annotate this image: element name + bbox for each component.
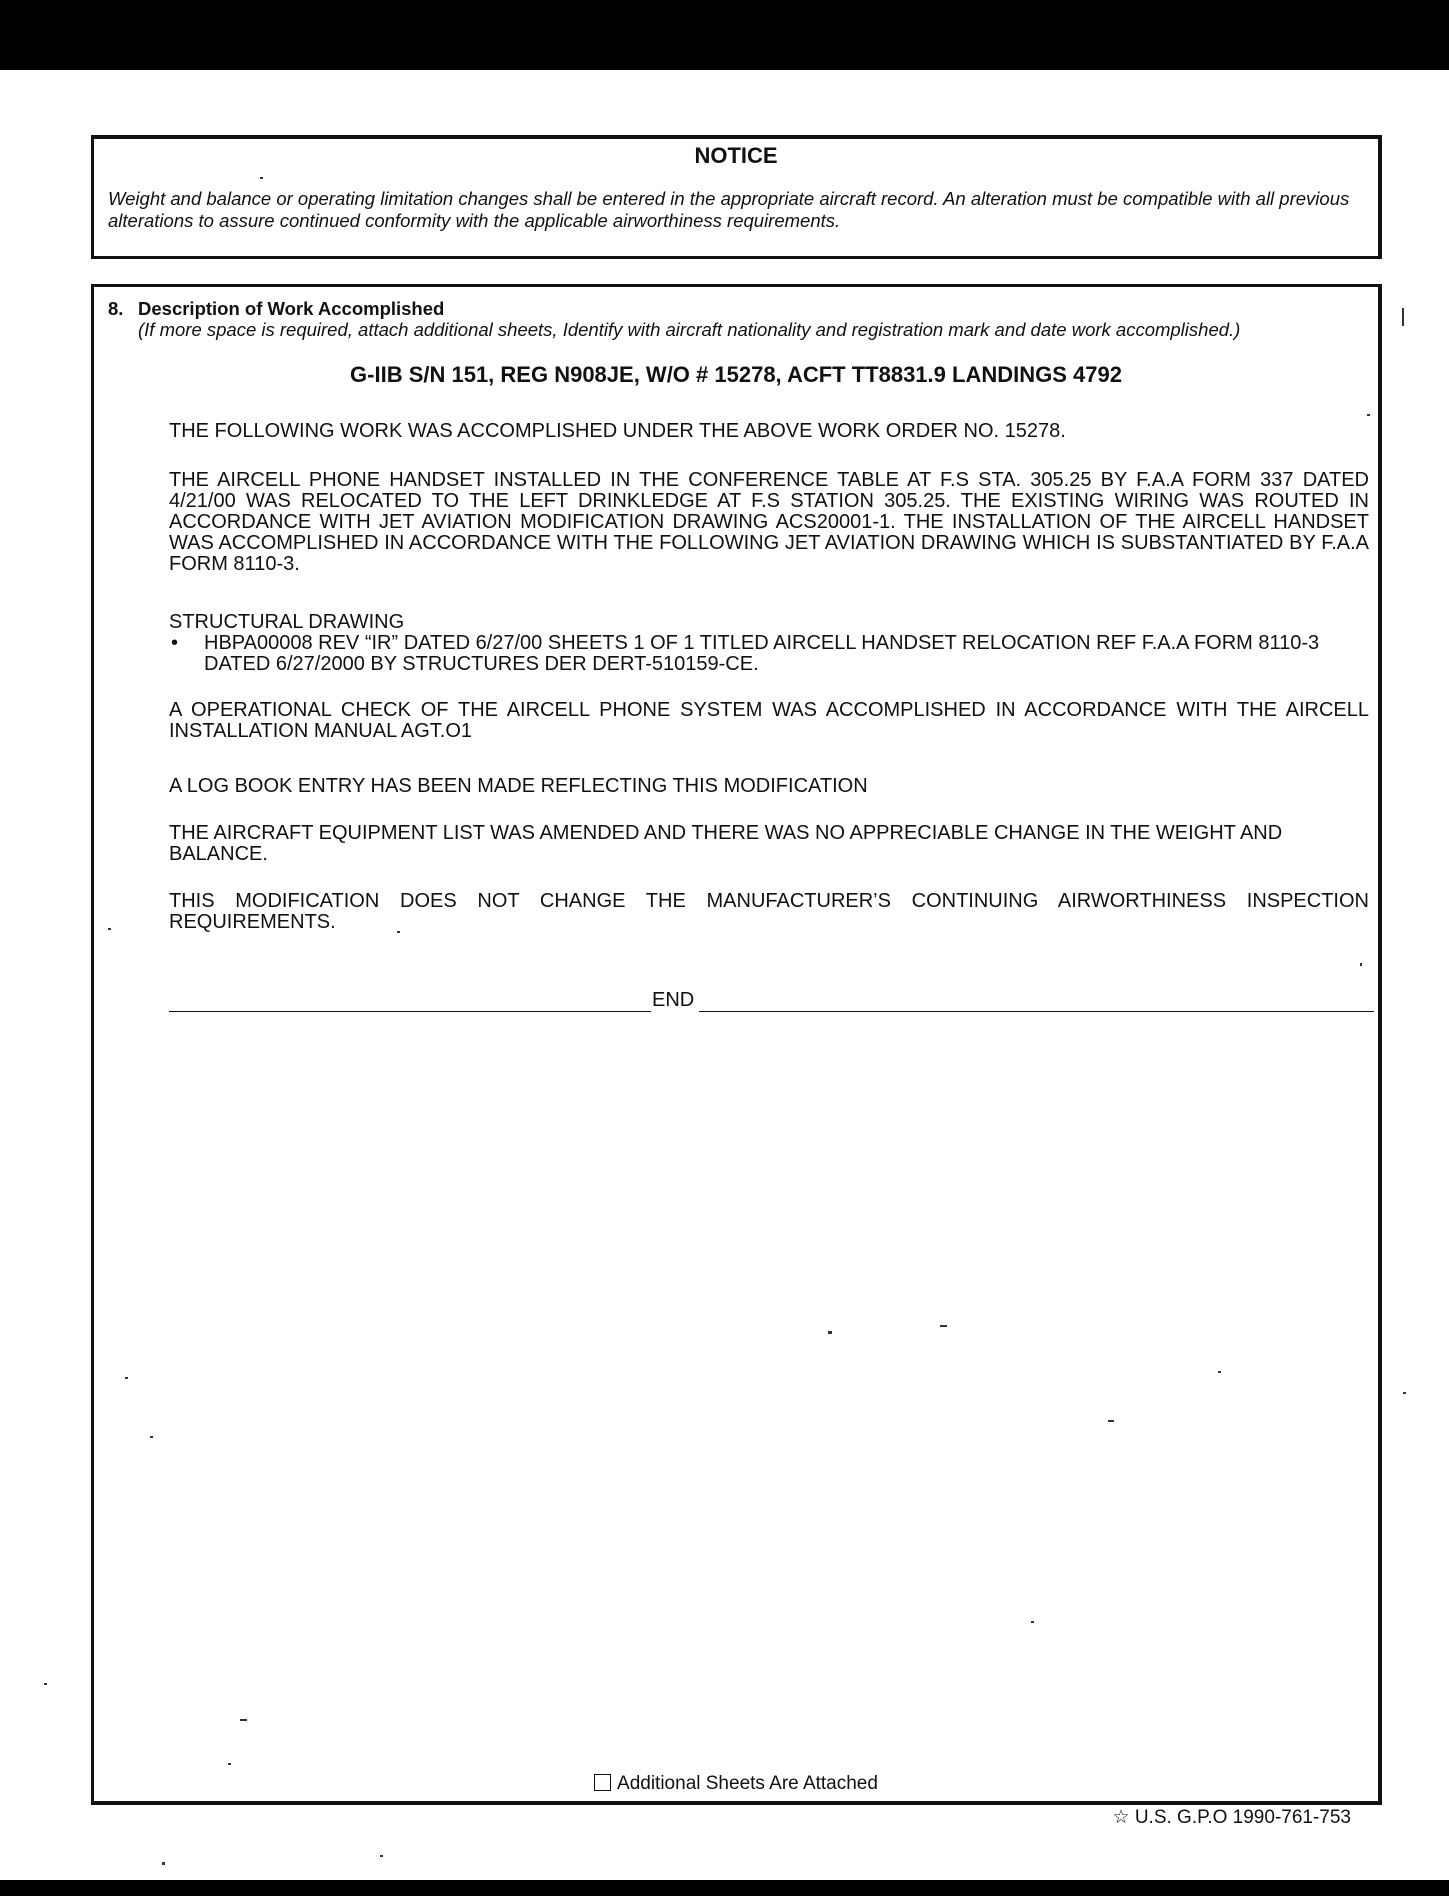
scan-speck xyxy=(228,1763,231,1765)
aircraft-reference-line: G-IIB S/N 151, REG N908JE, W/O # 15278, ACFT TT8831.9 LANDINGS 4792 xyxy=(350,362,1122,387)
end-marker: END xyxy=(652,989,695,1011)
structural-drawing-item xyxy=(169,633,1369,675)
scan-bottom-border xyxy=(0,1880,1449,1896)
scan-speck xyxy=(1108,1420,1114,1422)
section-instructions: (If more space is required, attach additional sheets, Identify with aircraft nationality and registration mark and date work accomplished.) xyxy=(138,319,1241,340)
additional-sheets-checkbox[interactable] xyxy=(594,1774,611,1791)
scan-speck xyxy=(150,1436,153,1438)
scan-speck xyxy=(240,1719,247,1721)
work-description-box xyxy=(91,284,1382,1805)
scan-top-border xyxy=(0,0,1449,70)
additional-sheets-label: Additional Sheets Are Attached xyxy=(617,1773,878,1794)
gpo-footer: ☆ U.S. G.P.O 1990-761-753 xyxy=(1112,1807,1351,1828)
notice-text: Weight and balance or operating limitation changes shall be entered in the appropriate aircraft record. An alteration must be compatible with all previous alterations to assure continued conformity with the applicable airworthiness requirements. xyxy=(108,188,1350,231)
intro-paragraph: THE FOLLOWING WORK WAS ACCOMPLISHED UNDER THE ABOVE WORK ORDER NO. 15278. xyxy=(169,420,1066,442)
scan-speck xyxy=(44,1683,47,1685)
additional-sheets-row xyxy=(94,1773,1378,1795)
scan-speck xyxy=(260,177,263,179)
scan-speck xyxy=(162,1862,165,1865)
scan-speck xyxy=(1402,308,1404,326)
scan-speck xyxy=(125,1377,128,1379)
scan-speck xyxy=(828,1331,832,1334)
scan-speck xyxy=(1403,1392,1406,1394)
scan-speck xyxy=(108,928,111,930)
notice-title: NOTICE xyxy=(694,143,778,168)
end-marker-row xyxy=(169,990,1374,1016)
structural-drawing-text: HBPA00008 REV “IR” DATED 6/27/00 SHEETS 1 OF 1 TITLED AIRCELL HANDSET RELOCATION REF F.A.A FORM 8110-3 DATED 6/27/2000 BY STRUCTURES DER DERT-510159-CE. xyxy=(204,632,1320,675)
notice-box xyxy=(91,135,1382,259)
end-rule-left xyxy=(169,1011,651,1012)
log-book-paragraph: A LOG BOOK ENTRY HAS BEEN MADE REFLECTING THIS MODIFICATION xyxy=(169,775,868,797)
scan-speck xyxy=(940,1325,947,1327)
relocation-paragraph: THE AIRCELL PHONE HANDSET INSTALLED IN THE CONFERENCE TABLE AT F.S STA. 305.25 BY F.A.A FORM 337 DATED 4/21/00 WAS RELOCATED TO THE LEFT DRINKLEDGE AT F.S STATION 305.25. THE EXISTING WIRING WAS ROUTED IN ACCORDANCE WITH JET AVIATION MODIFICATION DRAWING ACS20001-1. THE INSTALLATION OF THE AIRCELL HANDSET WAS ACCOMPLISHED IN ACCORDANCE WITH THE FOLLOWING JET AVIATION DRAWING WHICH IS SUBSTANTIATED BY F.A.A FORM 8110-3. xyxy=(169,469,1369,575)
scan-speck xyxy=(1360,963,1362,966)
equipment-list-paragraph: THE AIRCRAFT EQUIPMENT LIST WAS AMENDED AND THERE WAS NO APPRECIABLE CHANGE IN THE WEIGHT AND BALANCE. xyxy=(169,822,1283,865)
structural-drawing-heading: STRUCTURAL DRAWING xyxy=(169,611,405,633)
operational-check-paragraph: A OPERATIONAL CHECK OF THE AIRCELL PHONE SYSTEM WAS ACCOMPLISHED IN ACCORDANCE WITH THE AIRCELL INSTALLATION MANUAL AGT.O1 xyxy=(169,699,1369,742)
section-heading xyxy=(108,299,444,319)
scan-speck xyxy=(1031,1621,1034,1623)
end-rule-right xyxy=(699,1011,1374,1012)
scan-speck xyxy=(380,1855,383,1857)
scan-speck xyxy=(397,931,400,933)
scan-speck xyxy=(1218,1371,1221,1373)
airworthiness-paragraph: THIS MODIFICATION DOES NOT CHANGE THE MANUFACTURER’S CONTINUING AIRWORTHINESS INSPECTION REQUIREMENTS. xyxy=(169,890,1369,933)
section-number: 8. xyxy=(108,298,124,319)
scan-speck xyxy=(1367,414,1370,416)
section-title: Description of Work Accomplished xyxy=(138,298,445,319)
bullet-icon: • xyxy=(171,632,179,654)
